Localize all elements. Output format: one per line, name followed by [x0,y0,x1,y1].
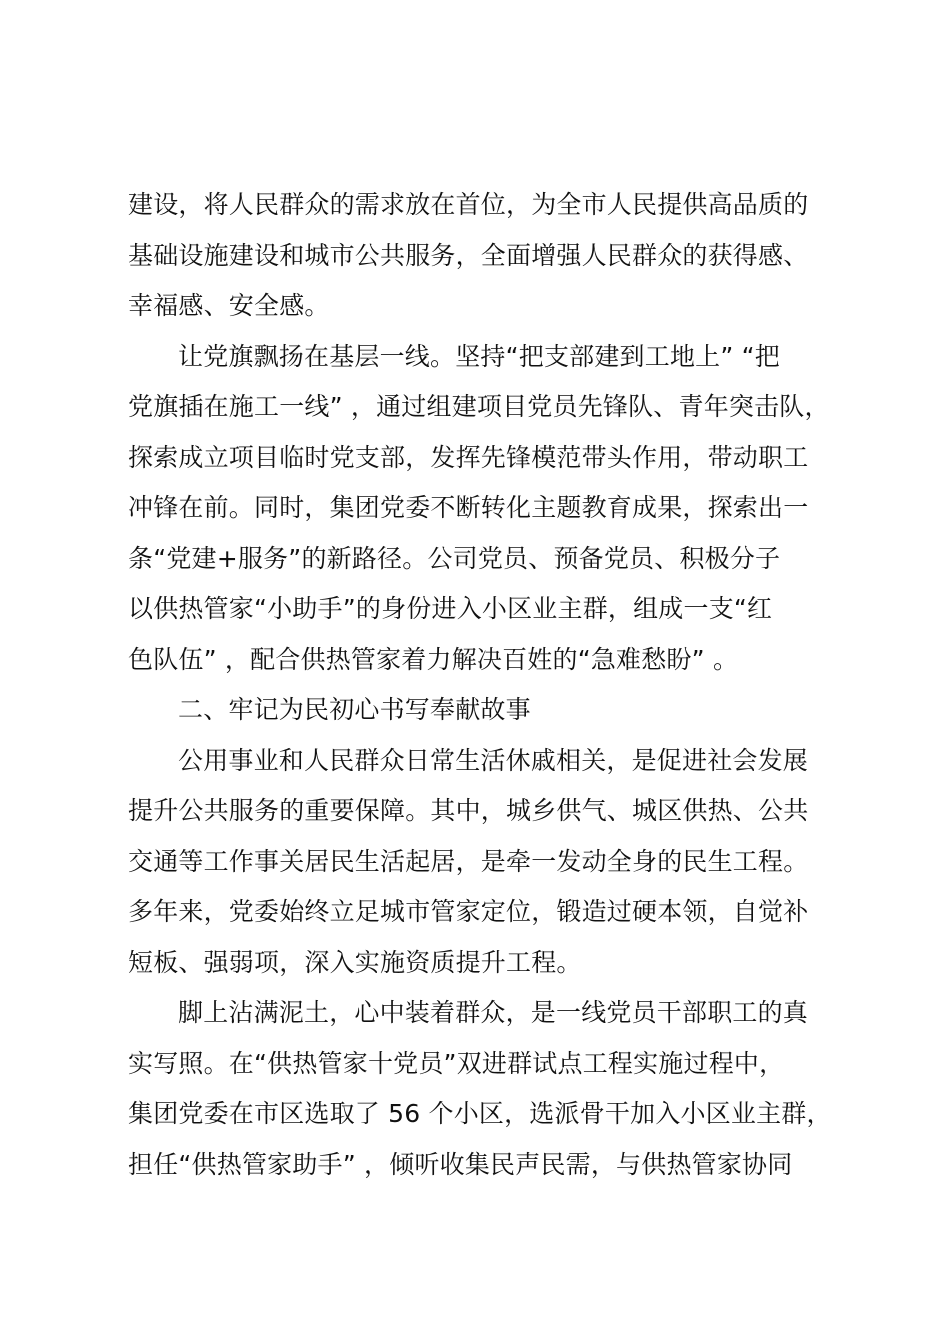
document-body [128,184,850,1194]
text-line: 以供热管家“小助手”的身份进入小区业主群，组成一支“红 [128,594,773,623]
text-line: 条“党建+服务”的新路径。公司党员、预备党员、积极分子 [128,543,781,573]
text-line: 集团党委在市区选取了 56 个小区，选派骨干加入小区业主群， [128,1099,832,1128]
text-line: 交通等工作事关居民生活起居，是牵一发动全身的民生工程。 [128,846,809,876]
text-line: 冲锋在前。同时，集团党委不断转化主题教育成果，探索出一 [128,493,809,522]
section-heading: 二、牢记为民初心书写奉献故事 [178,695,531,724]
text-line: 探索成立项目临时党支部，发挥先锋模范带头作用，带动职工 [128,442,809,472]
text-line: 基础设施建设和城市公共服务，全面增强人民群众的获得感、 [128,240,809,270]
text-line: 担任“供热管家助手” ，倾听收集民声民需，与供热管家协同 [128,1149,793,1179]
paragraph-first-line: 让党旗飘扬在基层一线。坚持“把支部建到工地上” “把 [178,341,781,371]
text-line: 实写照。在“供热管家十党员”双进群试点工程实施过程中， [128,1048,785,1078]
paragraph-first-line: 脚上沾满泥土，心中装着群众，是一线党员干部职工的真 [178,998,809,1027]
text-line: 党旗插在施工一线” ，通过组建项目党员先锋队、青年突击队， [128,392,830,421]
text-line: 幸福感、安全感。 [128,291,330,320]
paragraph-first-line: 公用事业和人民群众日常生活休戚相关，是促进社会发展 [178,745,809,775]
text-line: 提升公共服务的重要保障。其中，城乡供气、城区供热、公共 [128,796,809,825]
text-line: 多年来，党委始终立足城市管家定位，锻造过硬本领，自觉补 [128,897,809,926]
text-line: 色队伍” ，配合供热管家着力解决百姓的“急难愁盼” 。 [128,644,739,674]
text-line: 建设，将人民群众的需求放在首位，为全市人民提供高品质的 [128,190,809,219]
text-line: 短板、强弱项，深入实施资质提升工程。 [128,947,582,977]
